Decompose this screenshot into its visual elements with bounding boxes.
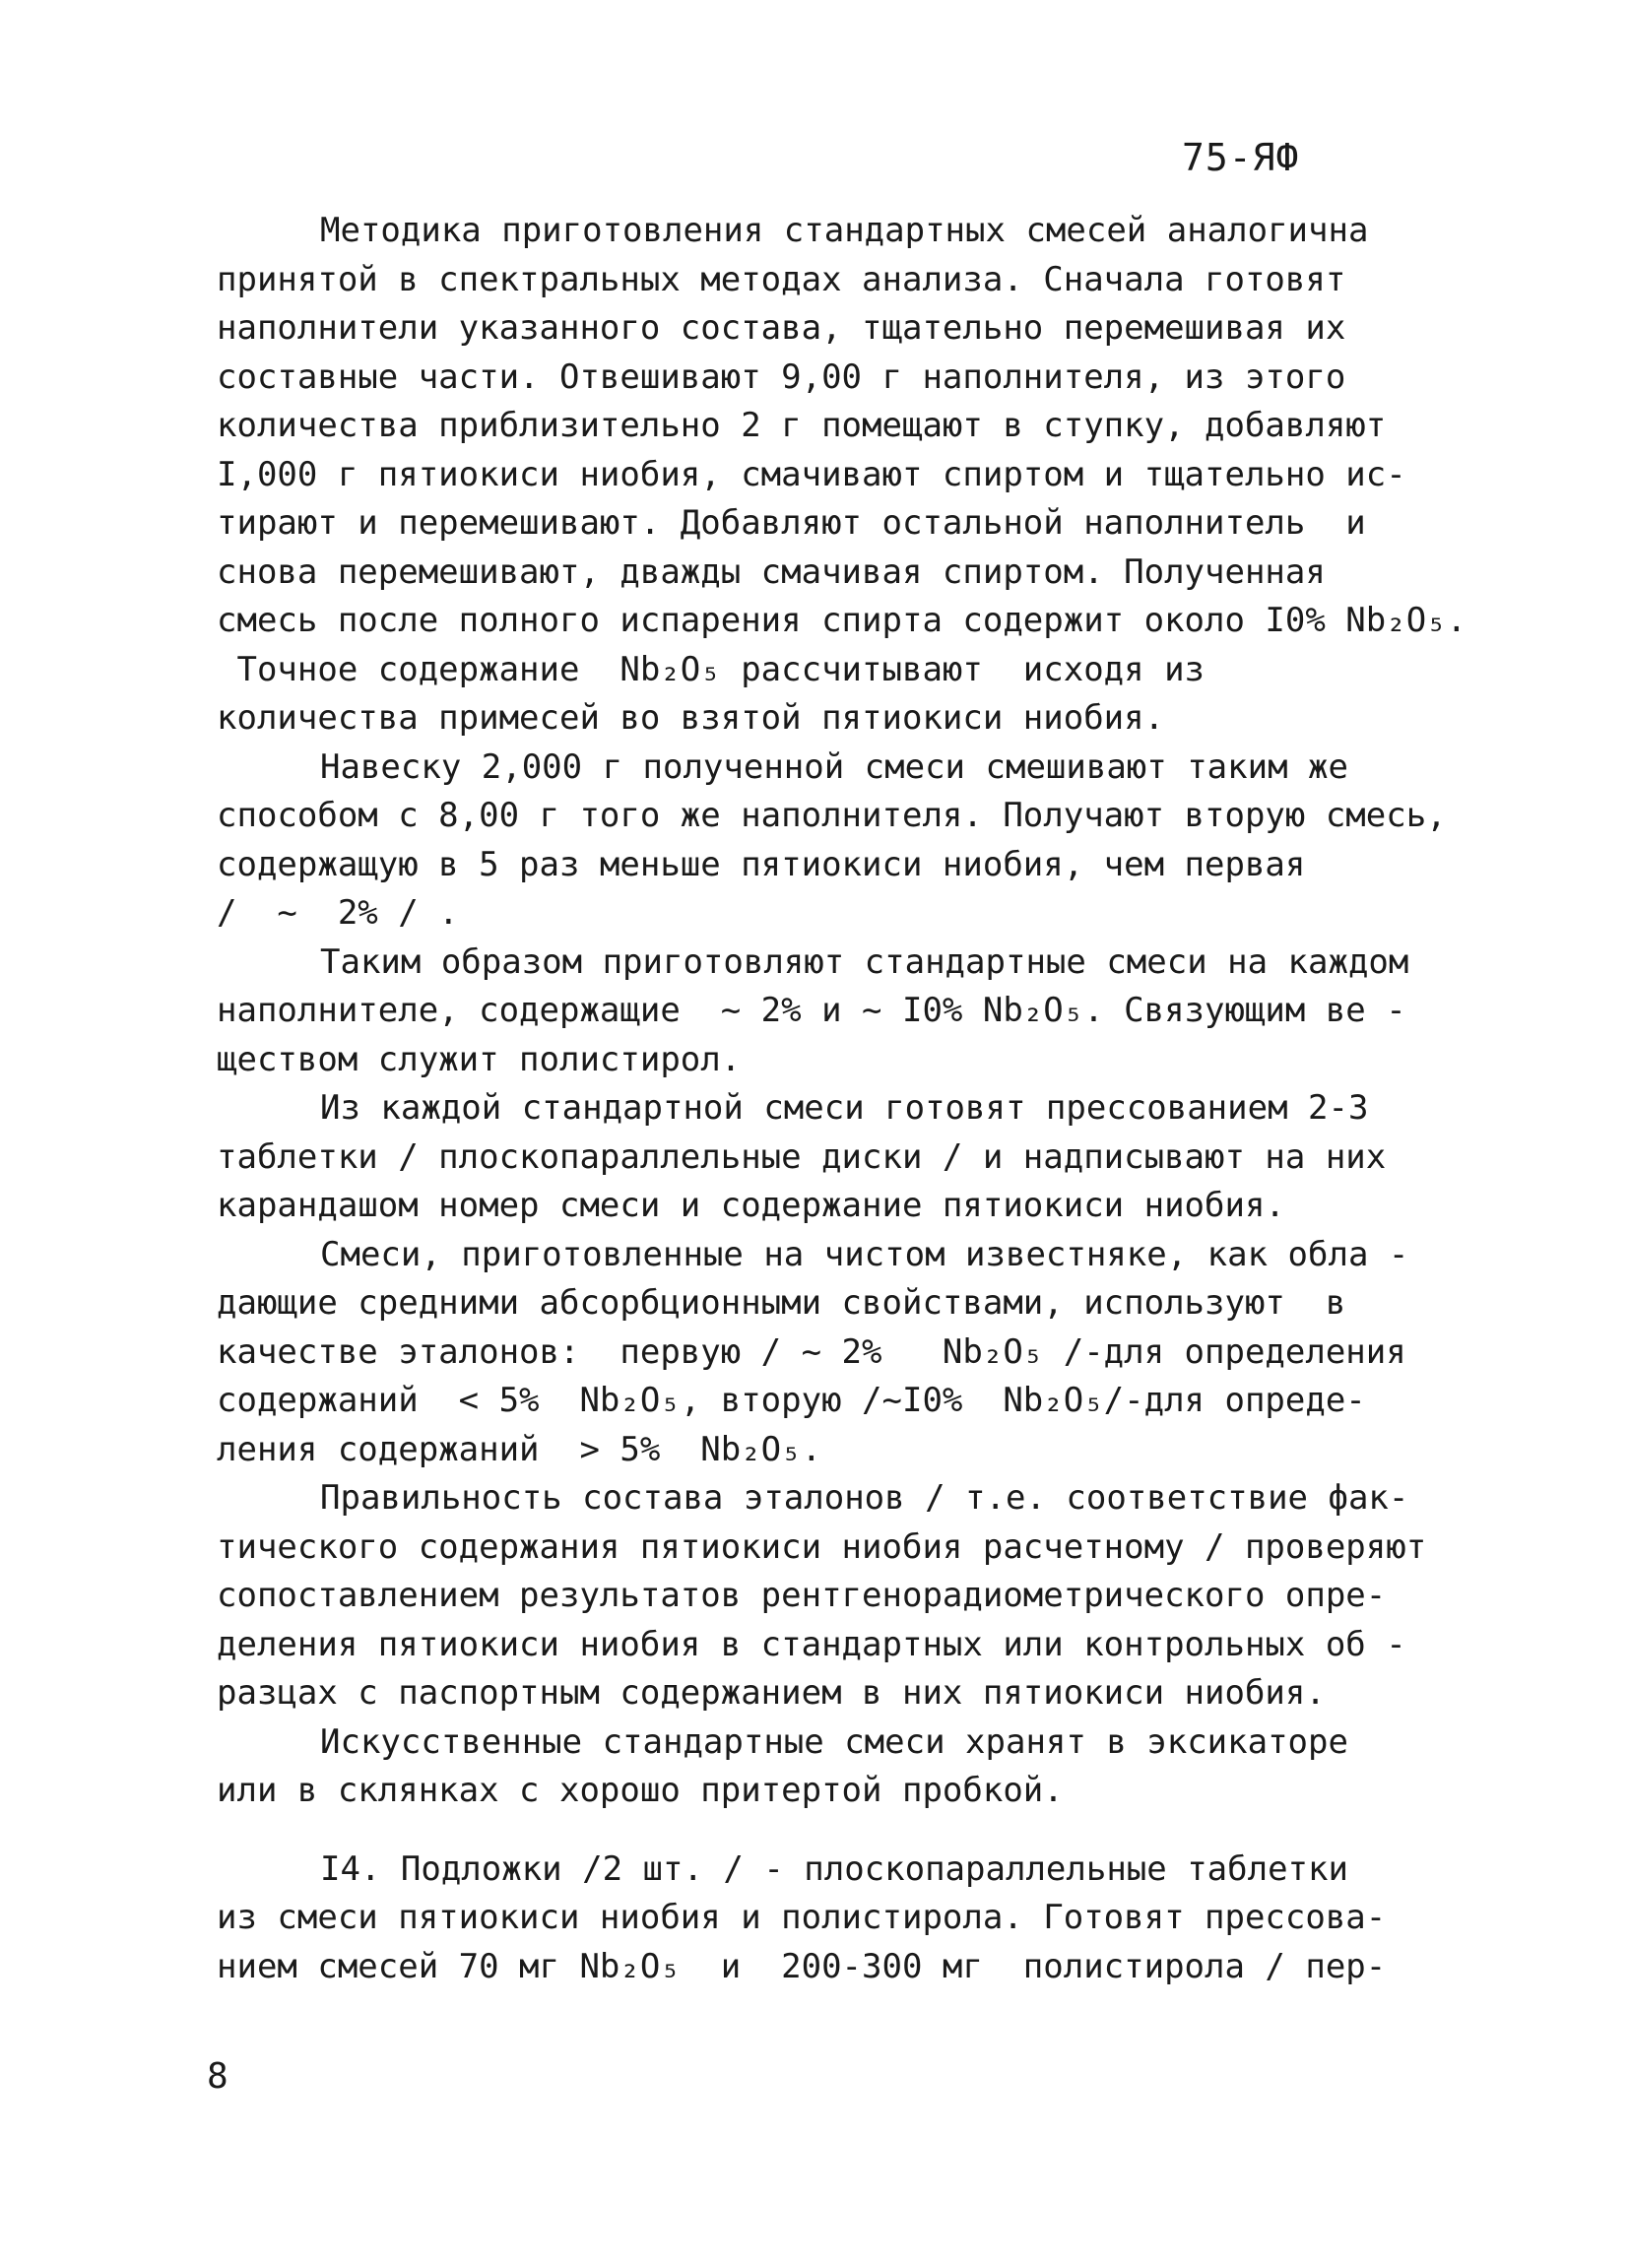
text-line-p6-l2: тического содержания пятиокиси ниобия расчетному / проверяют: [217, 1526, 1427, 1567]
text-line-p6-l1: Правильность состава эталонов / т.е. соответствие фак-: [320, 1478, 1409, 1518]
text-line-p7-l2: или в склянках с хорошо притертой пробкой.: [217, 1771, 1064, 1810]
text-line-p1-l11: количества примесей во взятой пятиокиси ниобия.: [217, 698, 1165, 738]
text-line-p2-l1: Навеску 2,000 г полученной смеси смешивают таким же: [320, 746, 1348, 787]
text-line-p4-l3: карандашом номер смеси и содержание пятиокиси ниобия.: [217, 1186, 1285, 1225]
text-line-p2-l3: содержащую в 5 раз меньше пятиокиси ниобия, чем первая: [217, 844, 1306, 884]
text-line-p3-l1: Таким образом приготовляют стандартные смеси на каждом: [320, 941, 1409, 982]
paragraph-gap: [217, 1816, 1438, 1846]
body-text: [217, 207, 1467, 1991]
text-line-p1-l3: наполнители указанного состава, тщательно перемешивая их: [217, 308, 1346, 348]
text-line-p5-l4: содержаний < 5% Nb₂O₅, вторую /~I0% Nb₂O₅/-для опреде-: [217, 1381, 1366, 1420]
text-line-p1-l4: составные части. Отвешивают 9,00 г наполнителя, из этого: [217, 356, 1346, 397]
text-line-p5-l3: качестве эталонов: первую / ~ 2% Nb₂O₅ /-для определения: [217, 1331, 1406, 1372]
text-line-p1-l7: тирают и перемешивают. Добавляют остальной наполнитель и: [217, 503, 1366, 543]
text-line-p2-l2: способом с 8,00 г того же наполнителя. Получают вторую смесь,: [217, 796, 1447, 835]
text-line-p1-l6: I,000 г пятиокиси ниобия, смачивают спиртом и тщательно ис-: [217, 454, 1406, 494]
text-line-p6-l3: сопоставлением результатов рентгенорадиометрического опре-: [217, 1576, 1387, 1615]
text-line-p1-l9: смесь после полного испарения спирта содержит около I0% Nb₂O₅.: [217, 601, 1467, 640]
text-line-p1-l1: Методика приготовления стандартных смесей аналогична: [320, 211, 1369, 250]
text-line-p6-l4: деления пятиокиси ниобия в стандартных или контрольных об -: [217, 1624, 1406, 1664]
text-line-p8-l3: нием смесей 70 мг Nb₂O₅ и 200-300 мг полистирола / пер-: [217, 1946, 1387, 1986]
text-line-p5-l5: ления содержаний > 5% Nb₂O₅.: [217, 1429, 822, 1469]
text-line-p3-l2: наполнителе, содержащие ~ 2% и ~ I0% Nb₂O₅. Связующим ве -: [217, 991, 1406, 1030]
text-line-p3-l3: ществом служит полистирол.: [217, 1039, 742, 1079]
text-line-p1-l10: Точное содержание Nb₂O₅ рассчитывают исходя из: [217, 649, 1205, 689]
text-line-p8-l2: из смеси пятиокиси ниобия и полистирола. Готовят прессова-: [217, 1898, 1387, 1937]
text-line-p1-l8: снова перемешивают, дважды смачивая спиртом. Полученная: [217, 551, 1326, 592]
text-line-p4-l1: Из каждой стандартной смеси готовят прессованием 2-3: [320, 1088, 1369, 1128]
text-line-p5-l1: Смеси, приготовленные на чистом известняке, как обла -: [320, 1234, 1409, 1274]
document-code: 75-ЯФ: [1182, 136, 1300, 179]
text-line-p5-l2: дающие средними абсорбционными свойствами, используют в: [217, 1283, 1346, 1323]
page-number: 8: [207, 2056, 228, 2097]
text-line-p4-l2: таблетки / плоскопараллельные диски / и надписывают на них: [217, 1136, 1387, 1177]
text-line-p1-l5: количества приблизительно 2 г помещают в ступку, добавляют: [217, 406, 1387, 445]
text-line-p2-l4: / ~ 2% / .: [217, 893, 459, 933]
text-line-p8-l1: I4. Подложки /2 шт. / - плоскопараллельные таблетки: [320, 1848, 1348, 1889]
text-line-p6-l5: разцах с паспортным содержанием в них пятиокиси ниобия.: [217, 1673, 1326, 1713]
text-line-p7-l1: Искусственные стандартные смеси хранят в эксикаторе: [320, 1721, 1348, 1762]
text-line-p1-l2: принятой в спектральных методах анализа. Сначала готовят: [217, 259, 1346, 299]
